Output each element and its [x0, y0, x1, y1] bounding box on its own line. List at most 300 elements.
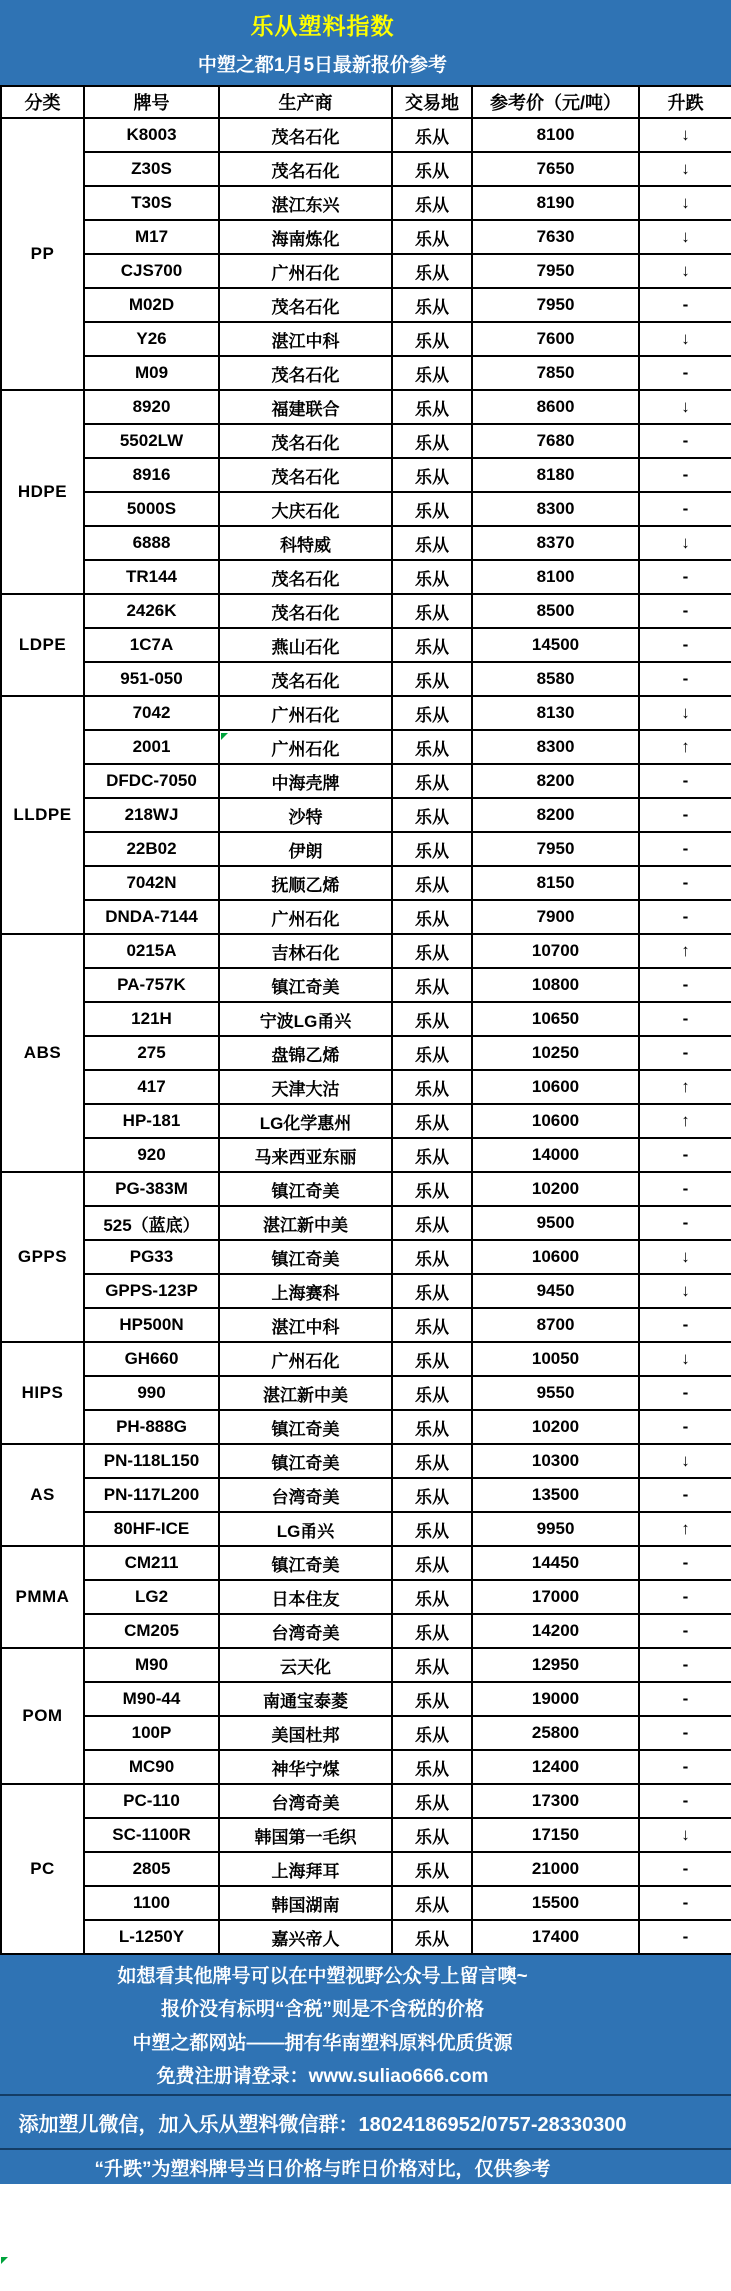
price-cell: 7600 — [472, 322, 639, 356]
grade-cell: PN-118L150 — [84, 1444, 219, 1478]
market-cell: 乐从 — [392, 526, 472, 560]
table-row — [1, 560, 731, 594]
grade-cell: LG2 — [84, 1580, 219, 1614]
market-cell: 乐从 — [392, 1784, 472, 1818]
market-cell: 乐从 — [392, 288, 472, 322]
category-cell: PMMA — [1, 1546, 84, 1648]
grade-cell: MC90 — [84, 1750, 219, 1784]
trend-cell: ↓ — [639, 1342, 731, 1376]
trend-cell: ↑ — [639, 1070, 731, 1104]
market-cell: 乐从 — [392, 1342, 472, 1376]
producer-cell: 嘉兴帝人 — [219, 1920, 392, 1954]
category-cell: ABS — [1, 934, 84, 1172]
table-row — [1, 1172, 731, 1206]
trend-cell: - — [639, 1308, 731, 1342]
table-row — [1, 1342, 731, 1376]
table-row — [1, 764, 731, 798]
producer-cell: 广州石化 — [219, 1342, 392, 1376]
trend-cell: - — [639, 900, 731, 934]
grade-cell: M90 — [84, 1648, 219, 1682]
cell-comment-marker — [221, 733, 228, 740]
grade-cell: 525（蓝底） — [84, 1206, 219, 1240]
market-cell: 乐从 — [392, 1546, 472, 1580]
grade-cell: M17 — [84, 220, 219, 254]
table-row — [1, 832, 731, 866]
trend-cell: - — [639, 1648, 731, 1682]
grade-cell: 2001 — [84, 730, 219, 764]
price-cell: 17000 — [472, 1580, 639, 1614]
category-cell: LLDPE — [1, 696, 84, 934]
table-row — [1, 594, 731, 628]
table-row — [1, 1818, 731, 1852]
producer-cell: 湛江中科 — [219, 322, 392, 356]
market-cell: 乐从 — [392, 254, 472, 288]
producer-cell: 上海赛科 — [219, 1274, 392, 1308]
market-cell: 乐从 — [392, 1308, 472, 1342]
producer-cell: 镇江奇美 — [219, 1410, 392, 1444]
trend-cell: ↓ — [639, 696, 731, 730]
market-cell: 乐从 — [392, 1036, 472, 1070]
producer-cell: 湛江中科 — [219, 1308, 392, 1342]
producer-cell: 台湾奇美 — [219, 1478, 392, 1512]
market-cell: 乐从 — [392, 832, 472, 866]
price-cell: 8190 — [472, 186, 639, 220]
price-cell: 8100 — [472, 118, 639, 152]
trend-cell: - — [639, 1036, 731, 1070]
col-header-market: 交易地 — [392, 86, 472, 118]
table-row — [1, 968, 731, 1002]
producer-cell: 上海拜耳 — [219, 1852, 392, 1886]
price-cell: 9500 — [472, 1206, 639, 1240]
grade-cell: 1100 — [84, 1886, 219, 1920]
market-cell: 乐从 — [392, 968, 472, 1002]
producer-cell: 日本住友 — [219, 1580, 392, 1614]
trend-cell: - — [639, 866, 731, 900]
market-cell: 乐从 — [392, 1002, 472, 1036]
table-row — [1, 492, 731, 526]
market-cell: 乐从 — [392, 594, 472, 628]
footer-comment-marker — [1, 2257, 8, 2264]
trend-cell: ↓ — [639, 152, 731, 186]
grade-cell: 417 — [84, 1070, 219, 1104]
trend-cell: - — [639, 560, 731, 594]
table-row — [1, 1308, 731, 1342]
price-cell: 10300 — [472, 1444, 639, 1478]
producer-cell: 吉林石化 — [219, 934, 392, 968]
grade-cell: CM205 — [84, 1614, 219, 1648]
price-cell: 8200 — [472, 764, 639, 798]
price-cell: 10600 — [472, 1240, 639, 1274]
trend-cell: ↓ — [639, 186, 731, 220]
table-row — [1, 526, 731, 560]
producer-cell: 茂名石化 — [219, 424, 392, 458]
market-cell: 乐从 — [392, 458, 472, 492]
producer-cell: 伊朗 — [219, 832, 392, 866]
table-row — [1, 1036, 731, 1070]
table-row — [1, 254, 731, 288]
price-cell: 21000 — [472, 1852, 639, 1886]
price-cell: 8370 — [472, 526, 639, 560]
producer-cell: LG甬兴 — [219, 1512, 392, 1546]
price-cell: 10600 — [472, 1104, 639, 1138]
producer-cell: 福建联合 — [219, 390, 392, 424]
footer-contact: 添加塑儿微信，加入乐从塑料微信群：18024186952/0757-28330300 — [18, 2113, 627, 2136]
price-cell: 10650 — [472, 1002, 639, 1036]
producer-cell: 抚顺乙烯 — [219, 866, 392, 900]
price-cell: 10050 — [472, 1342, 639, 1376]
price-cell: 10600 — [472, 1070, 639, 1104]
table-row — [1, 118, 731, 152]
footer-note: 如想看其他牌号可以在中塑视野公众号上留言噢~ — [117, 1966, 528, 1988]
producer-cell: 茂名石化 — [219, 458, 392, 492]
trend-cell: - — [639, 1614, 731, 1648]
market-cell: 乐从 — [392, 356, 472, 390]
table-row — [1, 390, 731, 424]
table-row — [1, 322, 731, 356]
price-cell: 8700 — [472, 1308, 639, 1342]
price-cell: 10700 — [472, 934, 639, 968]
trend-cell: ↓ — [639, 1818, 731, 1852]
page-subtitle: 中塑之都1月5日最新报价参考 — [197, 54, 448, 76]
market-cell: 乐从 — [392, 1104, 472, 1138]
producer-cell: 广州石化 — [219, 900, 392, 934]
category-cell: LDPE — [1, 594, 84, 696]
price-cell: 8100 — [472, 560, 639, 594]
market-cell: 乐从 — [392, 1682, 472, 1716]
category-cell: PP — [1, 118, 84, 390]
price-table-body — [1, 118, 731, 1954]
grade-cell: Z30S — [84, 152, 219, 186]
table-row — [1, 1716, 731, 1750]
market-cell: 乐从 — [392, 934, 472, 968]
trend-cell: - — [639, 764, 731, 798]
trend-cell: ↑ — [639, 1512, 731, 1546]
grade-cell: 121H — [84, 1002, 219, 1036]
grade-cell: M02D — [84, 288, 219, 322]
producer-cell: 广州石化 — [219, 696, 392, 730]
producer-cell: 镇江奇美 — [219, 1172, 392, 1206]
table-row — [1, 730, 731, 764]
price-cell: 9950 — [472, 1512, 639, 1546]
grade-cell: 7042 — [84, 696, 219, 730]
producer-cell: 茂名石化 — [219, 152, 392, 186]
grade-cell: 5000S — [84, 492, 219, 526]
producer-cell: 广州石化 — [219, 254, 392, 288]
grade-cell: CM211 — [84, 1546, 219, 1580]
grade-cell: SC-1100R — [84, 1818, 219, 1852]
market-cell: 乐从 — [392, 424, 472, 458]
price-cell: 10250 — [472, 1036, 639, 1070]
grade-cell: 22B02 — [84, 832, 219, 866]
grade-cell: HP500N — [84, 1308, 219, 1342]
table-row — [1, 1444, 731, 1478]
price-cell: 7650 — [472, 152, 639, 186]
footer-note: 中塑之都网站——拥有华南塑料原料优质货源 — [132, 2032, 513, 2054]
table-row — [1, 1410, 731, 1444]
producer-cell: 广州石化 — [219, 730, 392, 764]
table-row — [1, 1682, 731, 1716]
table-row — [1, 798, 731, 832]
price-cell: 8150 — [472, 866, 639, 900]
table-header — [1, 86, 731, 118]
market-cell: 乐从 — [392, 1716, 472, 1750]
producer-cell: 茂名石化 — [219, 288, 392, 322]
table-row — [1, 220, 731, 254]
grade-cell: K8003 — [84, 118, 219, 152]
price-cell: 10200 — [472, 1172, 639, 1206]
producer-cell: 韩国湖南 — [219, 1886, 392, 1920]
producer-cell: 镇江奇美 — [219, 1546, 392, 1580]
table-row — [1, 696, 731, 730]
price-cell: 7950 — [472, 832, 639, 866]
table-row — [1, 1886, 731, 1920]
category-cell: HIPS — [1, 1342, 84, 1444]
price-cell: 7950 — [472, 254, 639, 288]
table-row — [1, 1784, 731, 1818]
price-cell: 17150 — [472, 1818, 639, 1852]
market-cell: 乐从 — [392, 628, 472, 662]
grade-cell: 6888 — [84, 526, 219, 560]
producer-cell: 茂名石化 — [219, 356, 392, 390]
table-row — [1, 628, 731, 662]
category-cell: GPPS — [1, 1172, 84, 1342]
producer-cell: 台湾奇美 — [219, 1614, 392, 1648]
market-cell: 乐从 — [392, 1138, 472, 1172]
price-cell: 10800 — [472, 968, 639, 1002]
trend-cell: ↑ — [639, 934, 731, 968]
grade-cell: DNDA-7144 — [84, 900, 219, 934]
trend-cell: - — [639, 1886, 731, 1920]
producer-cell: 宁波LG甬兴 — [219, 1002, 392, 1036]
table-row — [1, 458, 731, 492]
market-cell: 乐从 — [392, 1478, 472, 1512]
grade-cell: 218WJ — [84, 798, 219, 832]
table-row — [1, 1002, 731, 1036]
price-cell: 14000 — [472, 1138, 639, 1172]
producer-cell: 燕山石化 — [219, 628, 392, 662]
grade-cell: 951-050 — [84, 662, 219, 696]
producer-cell: 天津大沽 — [219, 1070, 392, 1104]
table-row — [1, 288, 731, 322]
col-header-price: 参考价（元/吨） — [472, 86, 639, 118]
grade-cell: PH-888G — [84, 1410, 219, 1444]
grade-cell: HP-181 — [84, 1104, 219, 1138]
trend-cell: - — [639, 1410, 731, 1444]
table-row — [1, 1852, 731, 1886]
grade-cell: GH660 — [84, 1342, 219, 1376]
grade-cell: DFDC-7050 — [84, 764, 219, 798]
producer-cell: 湛江新中美 — [219, 1206, 392, 1240]
market-cell: 乐从 — [392, 1886, 472, 1920]
market-cell: 乐从 — [392, 220, 472, 254]
price-cell: 17300 — [472, 1784, 639, 1818]
table-row — [1, 662, 731, 696]
table-row — [1, 900, 731, 934]
footer-disclaimer: “升跌”为塑料牌号当日价格与昨日价格对比，仅供参考 — [94, 2158, 551, 2180]
grade-cell: 8916 — [84, 458, 219, 492]
grade-cell: PG33 — [84, 1240, 219, 1274]
market-cell: 乐从 — [392, 1750, 472, 1784]
price-cell: 8300 — [472, 730, 639, 764]
price-cell: 7630 — [472, 220, 639, 254]
market-cell: 乐从 — [392, 1512, 472, 1546]
market-cell: 乐从 — [392, 866, 472, 900]
trend-cell: - — [639, 288, 731, 322]
market-cell: 乐从 — [392, 798, 472, 832]
producer-cell: 盘锦乙烯 — [219, 1036, 392, 1070]
grade-cell: PG-383M — [84, 1172, 219, 1206]
producer-cell: 镇江奇美 — [219, 1240, 392, 1274]
grade-cell: Y26 — [84, 322, 219, 356]
market-cell: 乐从 — [392, 1648, 472, 1682]
market-cell: 乐从 — [392, 1070, 472, 1104]
table-row — [1, 1274, 731, 1308]
market-cell: 乐从 — [392, 186, 472, 220]
market-cell: 乐从 — [392, 730, 472, 764]
trend-cell: - — [639, 1478, 731, 1512]
market-cell: 乐从 — [392, 1852, 472, 1886]
market-cell: 乐从 — [392, 322, 472, 356]
table-row — [1, 1104, 731, 1138]
price-cell: 10200 — [472, 1410, 639, 1444]
table-row — [1, 1920, 731, 1954]
price-cell: 8200 — [472, 798, 639, 832]
footer-notes — [0, 1955, 731, 2094]
grade-cell: 7042N — [84, 866, 219, 900]
header-row — [1, 86, 731, 118]
footer-contact-band — [0, 2094, 731, 2148]
footer-note: 报价没有标明“含税”则是不含税的价格 — [160, 1999, 484, 2021]
trend-cell: ↑ — [639, 730, 731, 764]
grade-cell: 990 — [84, 1376, 219, 1410]
table-row — [1, 1614, 731, 1648]
trend-cell: - — [639, 628, 731, 662]
trend-cell: - — [639, 356, 731, 390]
producer-cell: 神华宁煤 — [219, 1750, 392, 1784]
table-row — [1, 1478, 731, 1512]
trend-cell: ↓ — [639, 322, 731, 356]
producer-cell: 海南炼化 — [219, 220, 392, 254]
market-cell: 乐从 — [392, 764, 472, 798]
table-row — [1, 934, 731, 968]
market-cell: 乐从 — [392, 1614, 472, 1648]
market-cell: 乐从 — [392, 118, 472, 152]
market-cell: 乐从 — [392, 152, 472, 186]
category-cell: POM — [1, 1648, 84, 1784]
trend-cell: ↓ — [639, 220, 731, 254]
trend-cell: - — [639, 1546, 731, 1580]
price-cell: 7900 — [472, 900, 639, 934]
table-row — [1, 1512, 731, 1546]
table-row — [1, 1240, 731, 1274]
trend-cell: - — [639, 1852, 731, 1886]
producer-cell: 中海壳牌 — [219, 764, 392, 798]
table-row — [1, 1138, 731, 1172]
producer-cell: 大庆石化 — [219, 492, 392, 526]
price-cell: 15500 — [472, 1886, 639, 1920]
grade-cell: T30S — [84, 186, 219, 220]
market-cell: 乐从 — [392, 1206, 472, 1240]
market-cell: 乐从 — [392, 1580, 472, 1614]
trend-cell: - — [639, 424, 731, 458]
trend-cell: ↓ — [639, 526, 731, 560]
grade-cell: GPPS-123P — [84, 1274, 219, 1308]
table-row — [1, 424, 731, 458]
table-row — [1, 1070, 731, 1104]
trend-cell: - — [639, 832, 731, 866]
trend-cell: - — [639, 594, 731, 628]
price-cell: 17400 — [472, 1920, 639, 1954]
price-cell: 7850 — [472, 356, 639, 390]
market-cell: 乐从 — [392, 1240, 472, 1274]
producer-cell: 茂名石化 — [219, 594, 392, 628]
producer-cell: 马来西亚东丽 — [219, 1138, 392, 1172]
grade-cell: M09 — [84, 356, 219, 390]
trend-cell: - — [639, 1138, 731, 1172]
page-title: 乐从塑料指数 — [250, 13, 395, 40]
trend-cell: - — [639, 1750, 731, 1784]
col-header-category: 分类 — [1, 86, 84, 118]
market-cell: 乐从 — [392, 560, 472, 594]
grade-cell: CJS700 — [84, 254, 219, 288]
footer-disclaimer-band — [0, 2148, 731, 2184]
table-row — [1, 1376, 731, 1410]
trend-cell: - — [639, 968, 731, 1002]
price-table — [0, 85, 731, 1955]
price-cell: 19000 — [472, 1682, 639, 1716]
category-cell: PC — [1, 1784, 84, 1954]
price-cell: 12400 — [472, 1750, 639, 1784]
grade-cell: 0215A — [84, 934, 219, 968]
producer-cell: 沙特 — [219, 798, 392, 832]
price-cell: 14450 — [472, 1546, 639, 1580]
producer-cell: 茂名石化 — [219, 118, 392, 152]
trend-cell: - — [639, 798, 731, 832]
grade-cell: 2426K — [84, 594, 219, 628]
price-cell: 14500 — [472, 628, 639, 662]
market-cell: 乐从 — [392, 1172, 472, 1206]
price-cell: 9450 — [472, 1274, 639, 1308]
trend-cell: - — [639, 1580, 731, 1614]
category-cell: AS — [1, 1444, 84, 1546]
trend-cell: - — [639, 458, 731, 492]
trend-cell: ↓ — [639, 118, 731, 152]
grade-cell: PC-110 — [84, 1784, 219, 1818]
category-cell: HDPE — [1, 390, 84, 594]
market-cell: 乐从 — [392, 492, 472, 526]
price-cell: 9550 — [472, 1376, 639, 1410]
price-cell: 14200 — [472, 1614, 639, 1648]
price-cell: 8300 — [472, 492, 639, 526]
header-banner — [0, 0, 731, 85]
trend-cell: - — [639, 1920, 731, 1954]
grade-cell: PN-117L200 — [84, 1478, 219, 1512]
trend-cell: - — [639, 1376, 731, 1410]
market-cell: 乐从 — [392, 1444, 472, 1478]
trend-cell: - — [639, 1172, 731, 1206]
market-cell: 乐从 — [392, 662, 472, 696]
price-cell: 8500 — [472, 594, 639, 628]
trend-cell: ↓ — [639, 1240, 731, 1274]
producer-cell: 南通宝泰菱 — [219, 1682, 392, 1716]
grade-cell: 5502LW — [84, 424, 219, 458]
table-row — [1, 1750, 731, 1784]
price-cell: 13500 — [472, 1478, 639, 1512]
producer-cell: 茂名石化 — [219, 560, 392, 594]
market-cell: 乐从 — [392, 1376, 472, 1410]
table-row — [1, 356, 731, 390]
col-header-producer: 生产商 — [219, 86, 392, 118]
